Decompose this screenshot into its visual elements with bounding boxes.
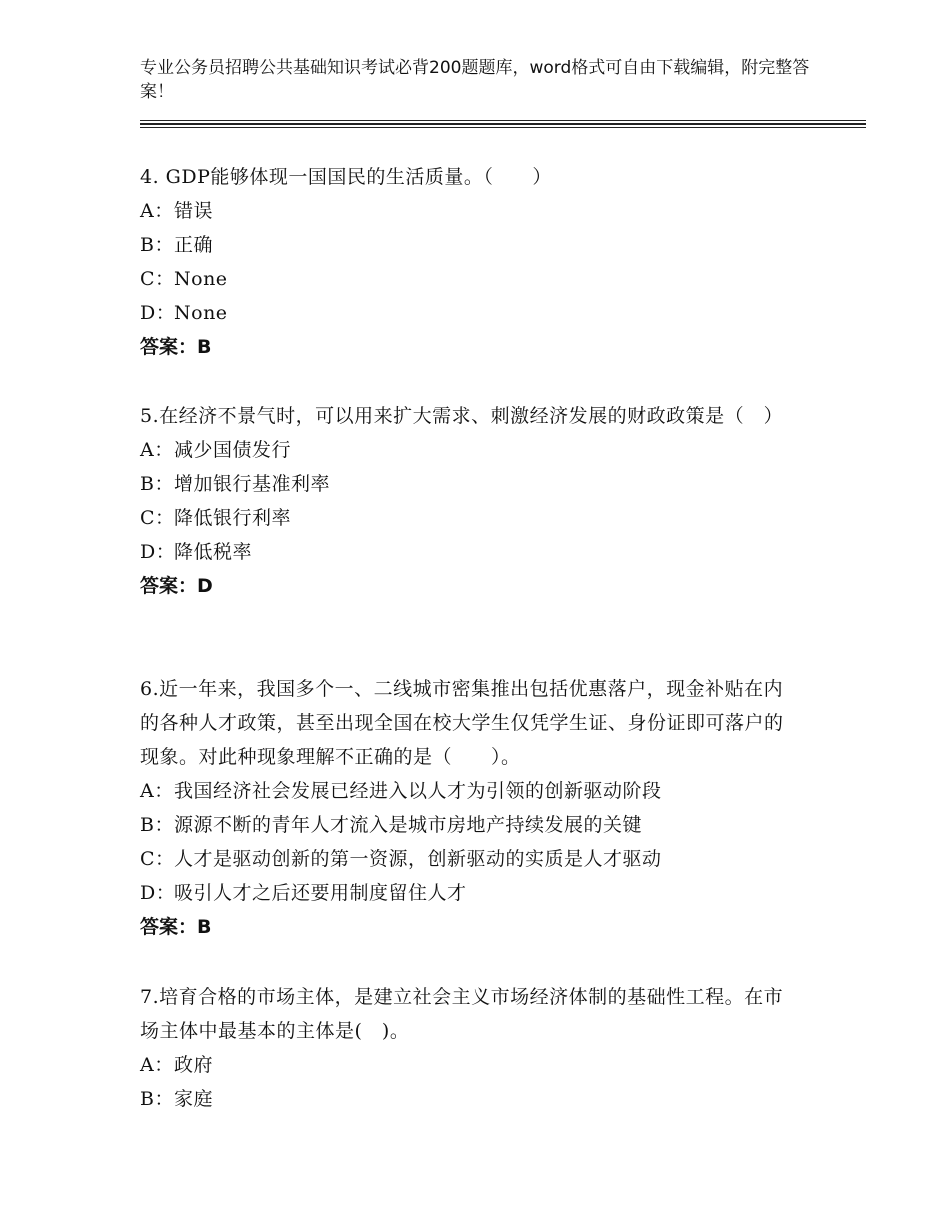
- option-text: 错误: [174, 200, 214, 222]
- option-letter: A：: [140, 439, 174, 461]
- answer: 答案：B: [140, 916, 212, 938]
- option-text: 家庭: [174, 1088, 214, 1110]
- option-letter: B：: [140, 234, 174, 256]
- option-b: [140, 1082, 800, 1116]
- question-text: 5.在经济不景气时，可以用来扩大需求、刺激经济发展的财政政策是（ ）: [140, 405, 784, 427]
- option-letter: D：: [140, 302, 176, 324]
- option-c: [140, 501, 800, 535]
- document-header: 专业公务员招聘公共基础知识考试必背200题题库，word格式可自由下载编辑，附完整答案！: [140, 58, 810, 102]
- option-text: None: [174, 302, 228, 324]
- option-a: [140, 774, 800, 808]
- answer: 答案：D: [140, 575, 213, 597]
- question-text: 4. GDP能够体现一国国民的生活质量。（ ）: [140, 166, 552, 188]
- option-letter: D：: [140, 882, 176, 904]
- option-b: [140, 228, 800, 262]
- option-b: [140, 467, 800, 501]
- question-6: [140, 672, 800, 944]
- option-text: 吸引人才之后还要用制度留住人才: [174, 882, 467, 904]
- question-text: 7.培育合格的市场主体，是建立社会主义市场经济体制的基础性工程。在市场主体中最基本的主体是( )。: [140, 986, 784, 1042]
- question-7: [140, 980, 800, 1116]
- option-text: 降低税率: [174, 541, 253, 563]
- option-a: [140, 194, 800, 228]
- header-divider: [140, 120, 866, 121]
- option-letter: B：: [140, 1088, 174, 1110]
- option-d: [140, 876, 800, 910]
- option-text: 人才是驱动创新的第一资源，创新驱动的实质是人才驱动: [174, 848, 662, 870]
- option-letter: C：: [140, 507, 175, 529]
- answer: 答案：B: [140, 336, 212, 358]
- header-divider-thick: [140, 123, 866, 125]
- question-4: [140, 160, 800, 364]
- option-text: None: [174, 268, 228, 290]
- option-letter: B：: [140, 473, 174, 495]
- option-letter: A：: [140, 780, 174, 802]
- option-d: [140, 296, 800, 330]
- option-b: [140, 808, 800, 842]
- option-letter: A：: [140, 200, 174, 222]
- option-letter: A：: [140, 1054, 174, 1076]
- option-d: [140, 535, 800, 569]
- option-a: [140, 1048, 800, 1082]
- option-letter: C：: [140, 848, 175, 870]
- option-text: 正确: [174, 234, 214, 256]
- option-c: [140, 262, 800, 296]
- option-letter: B：: [140, 814, 174, 836]
- option-text: 政府: [174, 1054, 214, 1076]
- option-text: 增加银行基准利率: [174, 473, 331, 495]
- option-text: 源源不断的青年人才流入是城市房地产持续发展的关键: [174, 814, 643, 836]
- question-5: [140, 399, 800, 603]
- option-text: 我国经济社会发展已经进入以人才为引领的创新驱动阶段: [174, 780, 662, 802]
- option-letter: C：: [140, 268, 175, 290]
- question-text: 6.近一年来，我国多个一、二线城市密集推出包括优惠落户，现金补贴在内的各种人才政策，甚至出现全国在校大学生仅凭学生证、身份证即可落户的现象。对此种现象理解不正确的是（ ）。: [140, 678, 784, 768]
- header-divider: [140, 127, 866, 128]
- option-c: [140, 842, 800, 876]
- option-letter: D：: [140, 541, 176, 563]
- option-text: 降低银行利率: [174, 507, 292, 529]
- option-text: 减少国债发行: [174, 439, 292, 461]
- option-a: [140, 433, 800, 467]
